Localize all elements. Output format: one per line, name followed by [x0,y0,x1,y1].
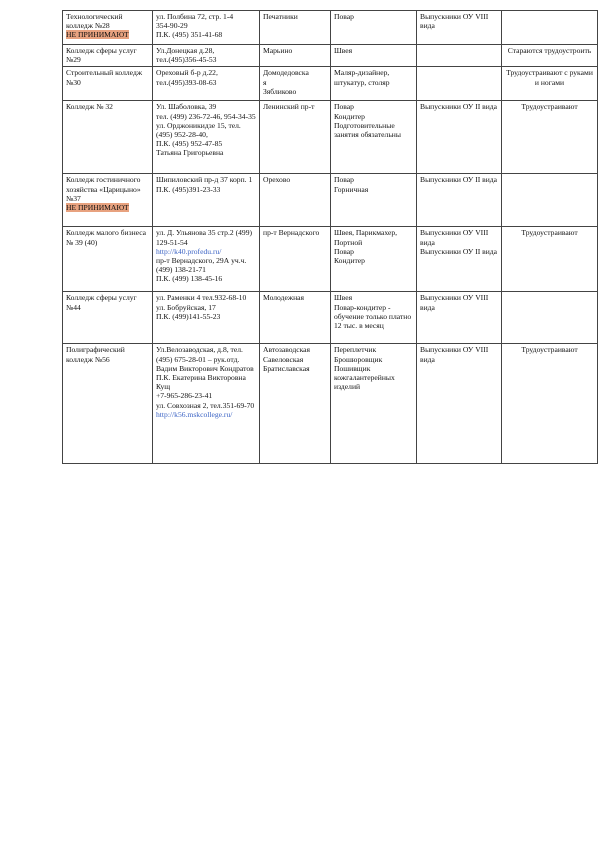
college-name-cell [63,174,153,227]
profession-line: Швея [334,46,353,55]
address-line: П.К. (499) 138-45-16 [156,274,223,284]
college-line: Колледж № 32 [66,102,113,112]
address-line: П.К. (495)391-23-33 [156,184,221,194]
contingent-line: Выпускники ОУ II вида [420,246,498,256]
profession-cell [331,174,417,227]
profession-line: Переплетчик [334,345,377,355]
profession-cell [331,227,417,292]
college-line: Полиграфический колледж №56 [66,345,125,364]
contingent-cell [417,174,502,227]
address-line: ул. Полбина 72, стр. 1-4 [156,12,234,21]
colleges-table-body [63,11,598,464]
address-line: П.К. Екатерина Викторовна Кущ [156,373,246,392]
note-line: Трудоустраивают с руками и ногами [506,68,593,87]
contingent-line: Выпускники ОУ VIII вида [420,293,489,312]
table-row [63,11,598,45]
profession-line: Швея [334,293,353,303]
address-line: Ул.Велозаводская, д.8, тел.(495) 675-28-01 – рук.отд. [156,345,243,364]
college-line: Колледж сферы услуг №44 [66,293,137,312]
college-name-cell [63,344,153,464]
website-link[interactable]: http://k56.mskcollege.ru/ [156,409,233,419]
college-name-cell [63,292,153,344]
profession-line: Брошюровщик [334,354,383,364]
not-accepting-badge: НЕ ПРИНИМАЮТ [66,203,129,213]
contingent-line: Выпускники ОУ VIII вида [420,228,489,247]
address-line: пр-т Вернадского, 29А уч.ч. (499) 138-21-71 [156,256,247,275]
profession-line: Горничная [334,184,369,194]
address-line: 354-90-29 [156,21,188,31]
address-line: тел. (499) 236-72-46, 954-34-35 [156,111,256,121]
address-line: тел.(495)356-45-53 [156,55,217,65]
profession-line: Подготовительные занятия обязательны [334,120,401,140]
contingent-cell [417,11,502,45]
address-cell [153,344,260,464]
address-cell [153,11,260,45]
college-name-cell [63,67,153,101]
table-row [63,227,598,292]
note-cell [502,11,598,45]
district-cell [260,344,331,464]
colleges-table [62,10,598,464]
note-cell [502,67,598,101]
district-line: Ленинский пр-т [263,102,315,112]
address-line: Ул. Шаболовка, 39 [156,102,217,112]
note-cell [502,174,598,227]
address-line: ул. Раменки 4 тел.932-68-10 [156,293,247,303]
contingent-line: Выпускники ОУ II вида [420,175,498,185]
table-row [63,344,598,464]
contingent-line: Выпускники ОУ VIII вида [420,345,489,364]
address-line: ул. Бобруйская, 17 [156,302,216,312]
address-line: Ореховый б-р д.22, [156,68,218,78]
contingent-cell [417,292,502,344]
district-cell [260,67,331,101]
district-line: я [263,77,267,87]
note-cell [502,227,598,292]
colleges-table-page [62,10,597,464]
address-line: П.К. (499)141-55-23 [156,311,221,321]
note-line: Трудоустраивают [521,345,578,355]
college-line: Строительный колледж №30 [66,68,143,87]
contingent-cell [417,344,502,464]
address-line: ул. Орджоникидзе 15, тел.(495) 952-28-40, [156,120,241,140]
profession-cell [331,292,417,344]
address-cell [153,101,260,174]
district-line: Орехово [263,175,291,185]
district-line: Братиславская [263,363,310,373]
college-name-cell [63,45,153,67]
district-line: Молодежная [263,293,305,303]
address-cell [153,227,260,292]
contingent-cell [417,45,502,67]
contingent-line: Выпускники ОУ II вида [420,102,498,112]
district-line: Домодедовска [263,68,309,78]
address-line: П.К. (495) 952-47-85 [156,139,223,149]
profession-cell [331,101,417,174]
profession-line: Маляр-дизайнер, штукатур, столяр [334,68,390,87]
website-link[interactable]: http://k40.profedu.ru/ [156,246,222,256]
district-line: Автозаводская [263,345,311,355]
college-line: Колледж гостиничного хозяйства «Царицыно» №37 [66,175,141,203]
district-line: Зябликово [263,86,297,96]
profession-line: Повар [334,102,354,112]
college-name-cell [63,11,153,45]
college-name-cell [63,101,153,174]
address-cell [153,45,260,67]
contingent-line: Выпускники ОУ VIII вида [420,12,489,31]
address-line: Шипиловский пр-д 37 корп. 1 [156,175,253,185]
note-cell [502,292,598,344]
address-line: ул. Совхозная 2, тел.351-69-70 [156,400,255,410]
address-line: ул. Д. Ульянова 35 стр.2 (499) 129-51-54 [156,228,253,247]
table-row [63,67,598,101]
district-cell [260,174,331,227]
contingent-cell [417,101,502,174]
address-line: П.К. (495) 351-41-68 [156,30,223,40]
address-line: тел.(495)393-08-63 [156,77,217,87]
profession-line: Кондитер [334,256,365,266]
note-line: Трудоустраивают [521,228,578,238]
college-line: Колледж сферы услуг №29 [66,46,137,65]
address-cell [153,174,260,227]
address-line: Татьяна Григорьевна [156,148,224,158]
table-row [63,292,598,344]
profession-line: Повар [334,12,354,21]
note-line: Трудоустраивают [521,102,578,112]
address-line: +7-965-286-23-41 [156,391,213,401]
address-cell [153,292,260,344]
profession-cell [331,11,417,45]
profession-line: Повар [334,175,354,185]
note-cell [502,101,598,174]
profession-line: Повар-кондитер - обучение только платно 12 тыс. в месяц [334,302,412,331]
address-line: Вадим Викторович Кондратов [156,363,254,373]
district-cell [260,101,331,174]
not-accepting-badge: НЕ ПРИНИМАЮТ [66,30,129,40]
profession-line: Кондитер [334,111,365,121]
table-row [63,101,598,174]
college-name-cell [63,227,153,292]
note-cell [502,344,598,464]
district-cell [260,11,331,45]
profession-line: Пошивщик кожгалантерейных изделий [334,363,395,392]
district-cell [260,292,331,344]
note-cell [502,45,598,67]
address-cell [153,67,260,101]
district-cell [260,227,331,292]
district-line: Савеловская [263,354,304,364]
district-cell [260,45,331,67]
note-line: Стараются трудоустроить [507,46,592,55]
address-line: Ул.Донецкая д.28, [156,46,215,55]
district-line: пр-т Вернадского [263,228,320,238]
profession-cell [331,67,417,101]
profession-cell [331,45,417,67]
contingent-cell [417,227,502,292]
college-line: Технологический колледж №28 [66,12,123,31]
profession-line: Швея, Парикмахер, Портной [334,228,398,247]
profession-cell [331,344,417,464]
college-line: Колледж малого бизнеса № 39 (40) [66,228,147,247]
profession-line: Повар [334,246,354,256]
district-line: Печатники [263,12,298,21]
table-row [63,45,598,67]
table-row [63,174,598,227]
district-line: Марьино [263,46,293,55]
contingent-cell [417,67,502,101]
